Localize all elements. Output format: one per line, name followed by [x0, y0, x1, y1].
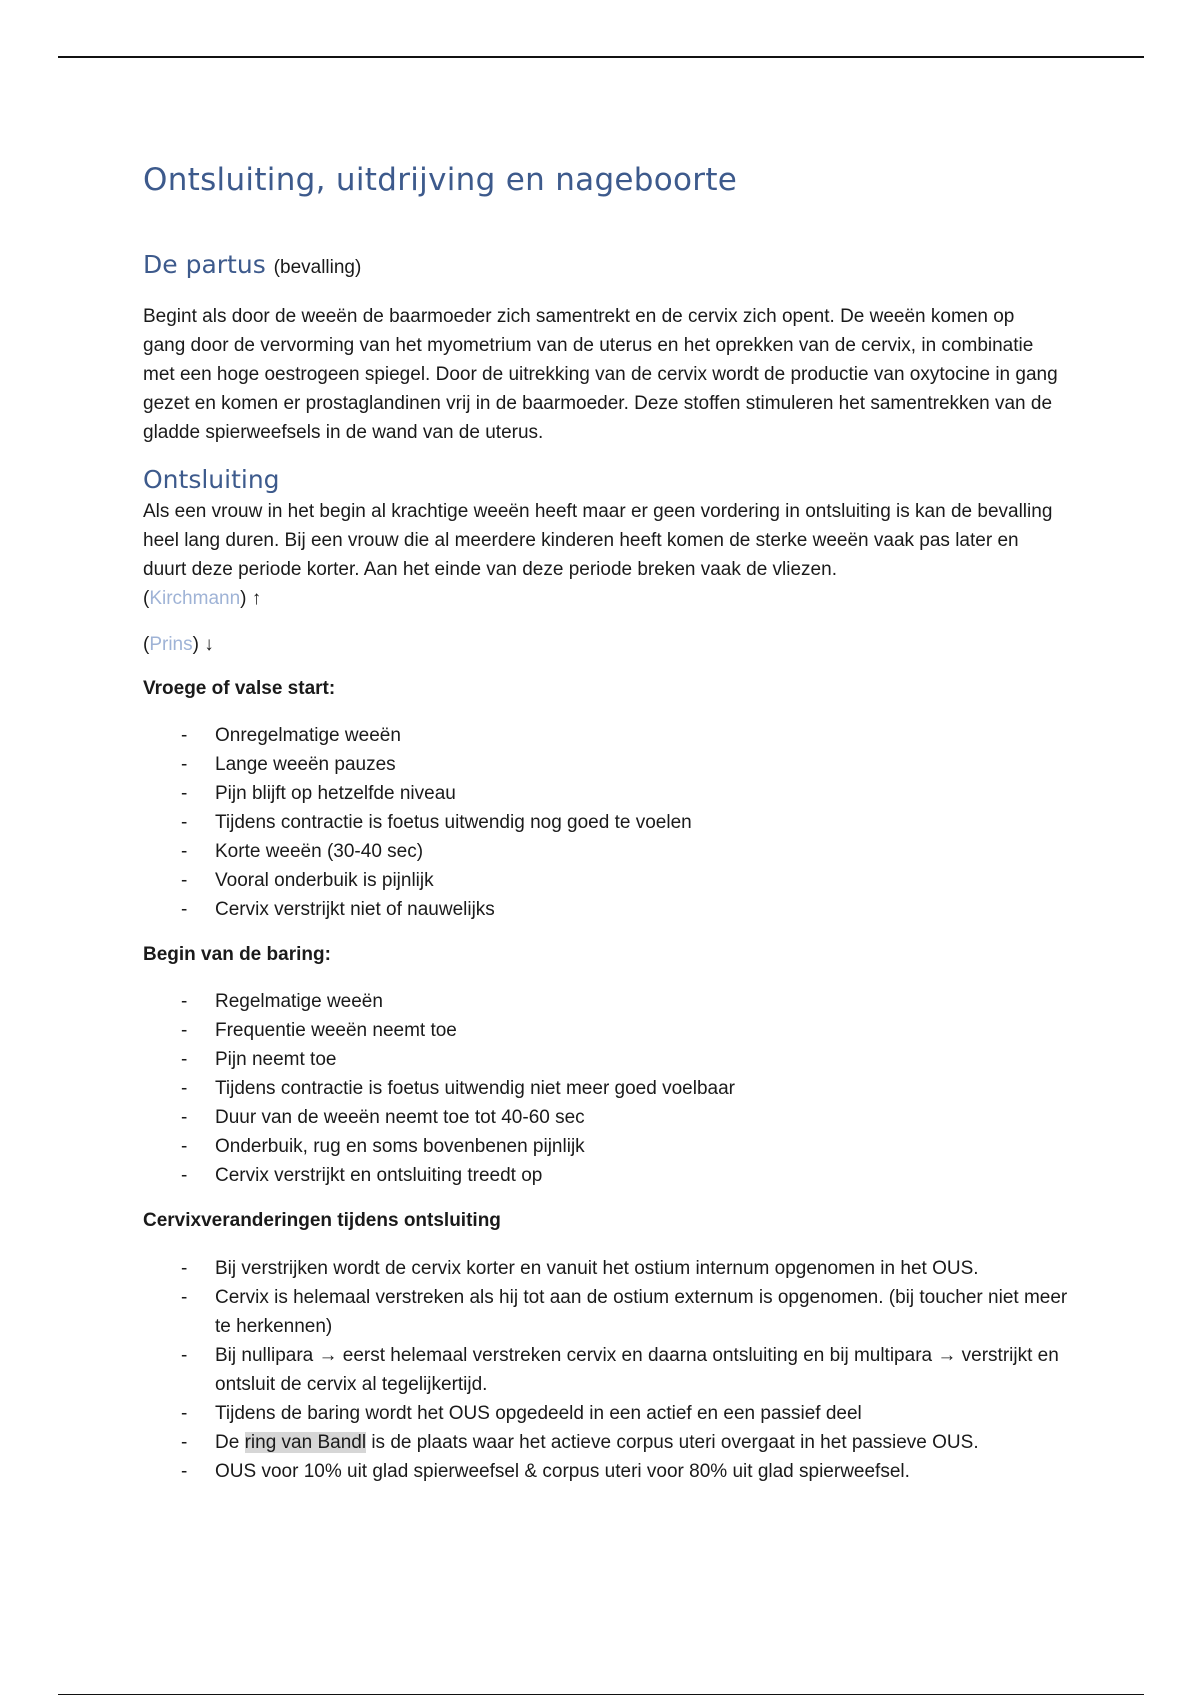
list-item: - Onregelmatige weeën [143, 721, 1073, 750]
list-item: - Pijn blijft op hetzelfde niveau [143, 779, 1073, 808]
list-item: - Pijn neemt toe [143, 1045, 1073, 1074]
list-item: - Bij nullipara → eerst helemaal verstreken cervix en daarna ontsluiting en bij multipara → verstrijkt en ontsluit de cervix al tegelijkertijd. [143, 1341, 1073, 1399]
heading-partus-text: De partus [143, 250, 266, 279]
list-item: - Tijdens contractie is foetus uitwendig nog goed te voelen [143, 808, 1073, 837]
heading-begin-baring: Begin van de baring: [143, 944, 331, 965]
list-item: - Tijdens contractie is foetus uitwendig niet meer goed voelbaar [143, 1074, 1073, 1103]
heading-ontsluiting: Ontsluiting [143, 465, 280, 494]
heading-partus [143, 250, 361, 279]
heading-partus-sub: (bevalling) [273, 257, 362, 278]
list-item-bandl: - De ring van Bandl is de plaats waar het actieve corpus uteri overgaat in het passieve OUS. [143, 1428, 1073, 1457]
list-item: - Frequentie weeën neemt toe [143, 1016, 1073, 1045]
citation-prins-link[interactable]: Prins [149, 634, 193, 655]
list-item: - Korte weeën (30-40 sec) [143, 837, 1073, 866]
list-item: - Onderbuik, rug en soms bovenbenen pijnlijk [143, 1132, 1073, 1161]
document-title: Ontsluiting, uitdrijving en nageboorte [143, 162, 738, 198]
list-item: - Tijdens de baring wordt het OUS opgedeeld in een actief en een passief deel [143, 1399, 1073, 1428]
valse-start-list [143, 721, 1073, 924]
list-item: - OUS voor 10% uit glad spierweefsel & corpus uteri voor 80% uit glad spierweefsel. [143, 1457, 1073, 1486]
list-item: - Regelmatige weeën [143, 987, 1073, 1016]
list-item: - Cervix is helemaal verstreken als hij tot aan de ostium externum is opgenomen. (bij toucher niet meer te herkennen) [143, 1283, 1073, 1341]
ontsluiting-text: Als een vrouw in het begin al krachtige weeën heeft maar er geen vordering in ontsluiting is kan de bevalling heel lang duren. Bij een vrouw die al meerdere kinderen heeft komen de sterke weeën vaak pas later en duurt deze periode korter. Aan het einde van deze periode breken vaak de vliezen. [143, 501, 1053, 580]
highlight-ring-van-bandl: ring van Bandl [244, 1432, 367, 1453]
list-item: - Lange weeën pauzes [143, 750, 1073, 779]
heading-cervix: Cervixveranderingen tijdens ontsluiting [143, 1210, 501, 1231]
list-item: - Vooral onderbuik is pijnlijk [143, 866, 1073, 895]
list-item: - Duur van de weeën neemt toe tot 40-60 sec [143, 1103, 1073, 1132]
arrow-down-icon: ↓ [204, 634, 214, 655]
partus-paragraph: Begint als door de weeën de baarmoeder zich samentrekt en de cervix zich opent. De weeën komen op gang door de vervorming van het myometrium van de uterus en het oprekken van de cervix, in combinatie met een hoge oestrogeen spiegel. Door de uitrekking van de cervix wordt de productie van oxytocine in gang gezet en komen er prostaglandinen vrij in de baarmoeder. Deze stoffen stimuleren het samentrekken van de gladde spierweefsels in de wand van de uterus. [143, 306, 1058, 443]
ontsluiting-paragraph [143, 497, 1058, 613]
list-item: - Cervix verstrijkt niet of nauwelijks [143, 895, 1073, 924]
begin-baring-list [143, 987, 1073, 1190]
citation-kirchmann[interactable]: (Kirchmann) ↑ [143, 588, 262, 609]
footer-rule [58, 1694, 1144, 1695]
list-item: - Bij verstrijken wordt de cervix korter en vanuit het ostium internum opgenomen in het OUS. [143, 1254, 1073, 1283]
citation-kirchmann-link[interactable]: Kirchmann [149, 588, 241, 609]
list-item: - Cervix verstrijkt en ontsluiting treedt op [143, 1161, 1073, 1190]
cervix-list [143, 1254, 1073, 1486]
heading-valse-start: Vroege of valse start: [143, 678, 336, 699]
citation-prins[interactable]: (Prins) ↓ [143, 634, 214, 655]
header-rule [58, 56, 1144, 58]
arrow-up-icon: ↑ [251, 588, 262, 609]
